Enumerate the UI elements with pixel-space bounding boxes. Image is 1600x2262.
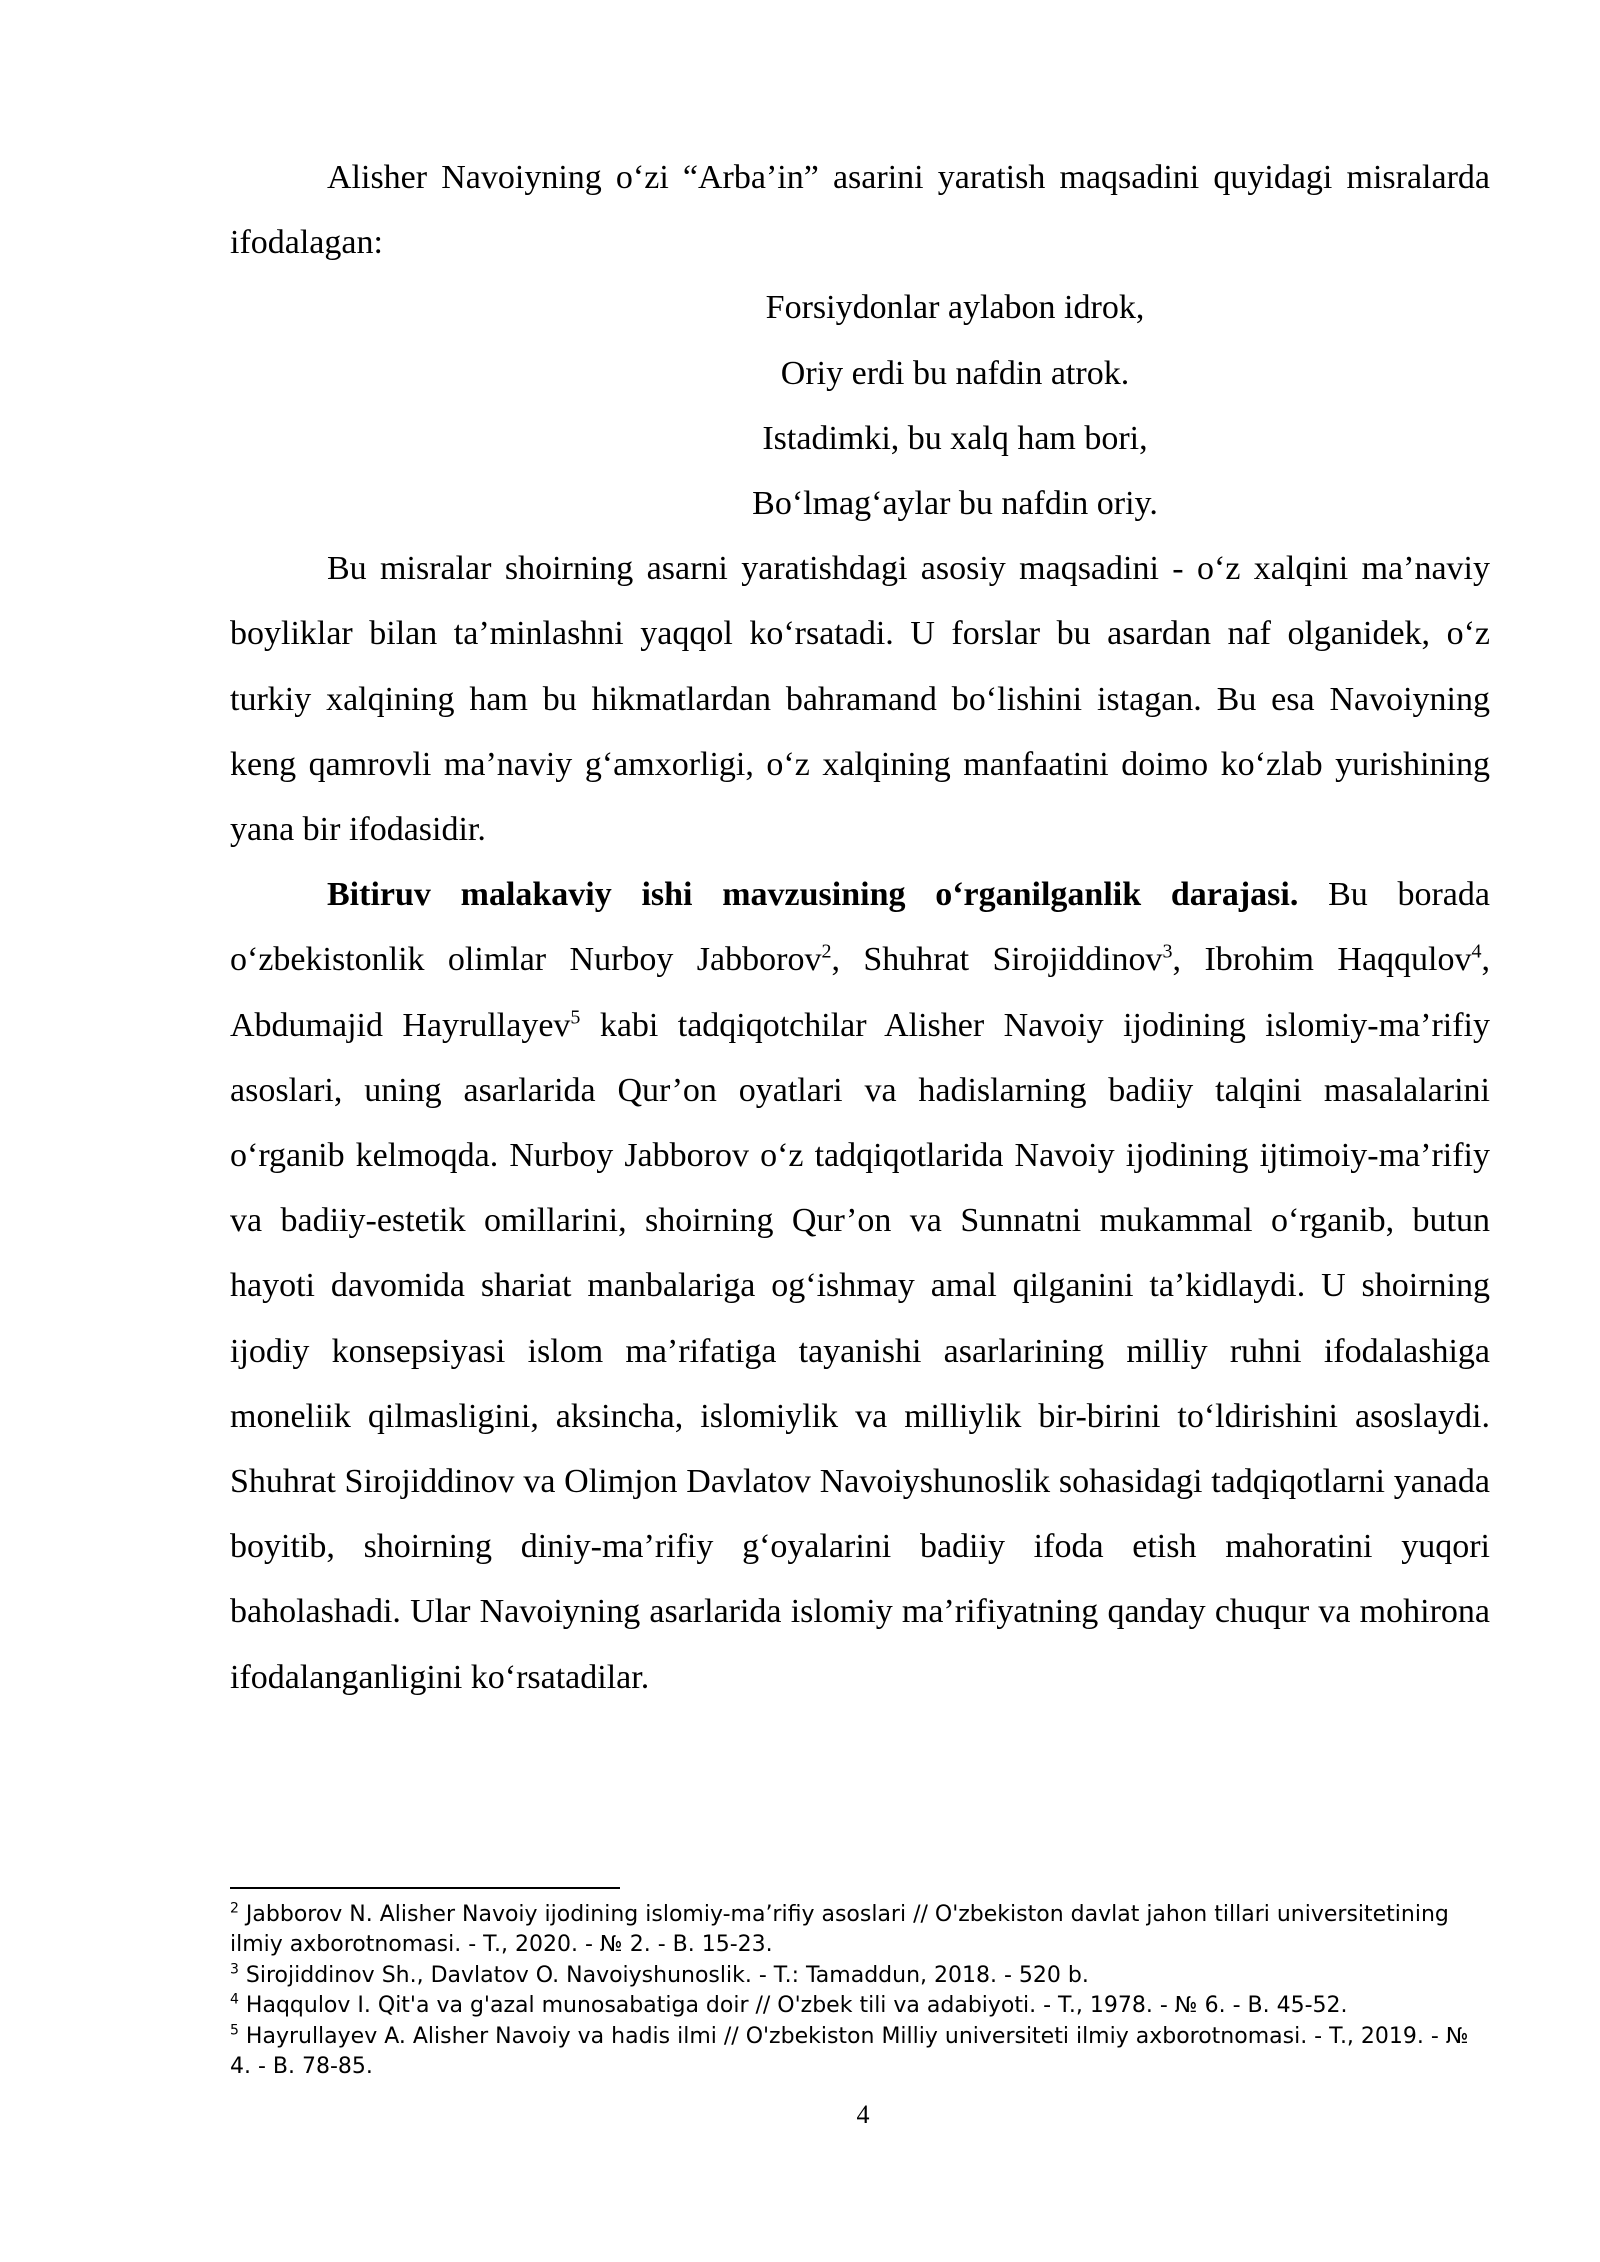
paragraph-3-text-3: , Ibrohim Haqqulov [1172, 941, 1472, 979]
paragraph-3-text-1: Bu borada o‘zbekistonlik olimlar Nurboy Jabborov [230, 876, 1490, 979]
footnote-2 [230, 1900, 1495, 1961]
paragraph-3-text-5: kabi tadqiqotchilar Alisher Navoiy ijodining islomiy-ma’rifiy asoslari, uning asarlarida Qur’on oyatlari va hadislarning badiiy talqini masalalarini o‘rganib kelmoqda. Nurboy Jabborov o‘z tadqiqotlarida Navoiy ijodining ijtimoiy-ma’rifiy va badiiy-estetik omillarini, shoirning Qur’on va Sunnatni mukammal o‘rganib, butun hayoti davomida shariat manbalariga og‘ishmay amal qilganini ta’kidlaydi. U shoirning ijodiy konsepsiyasi islom ma’rifatiga tayanishi asarlarining milliy ruhni ifodalashiga moneliik qilmasligini, aksincha, islomiylik va milliylik bir-birini to‘ldirishini asoslaydi. Shuhrat Sirojiddinov va Olimjon Davlatov Navoiyshunoslik sohasidagi tadqiqotlarni yanada boyitib, shoirning diniy-ma’rifiy g‘oyalarini badiiy ifoda etish mahoratini yuqori baholashadi. Ular Navoiyning asarlarida islomiy ma’rifiyatning qanday chuqur va mohirona ifodalanganligini ko‘rsatadilar. [230, 1006, 1490, 1696]
footnote-separator [230, 1887, 620, 1889]
paragraph-3 [230, 862, 1490, 1710]
footnotes [230, 1900, 1495, 2082]
footnote-ref-4[interactable]: 4 [1471, 941, 1482, 964]
footnote-text: Hayrullayev A. Alisher Navoiy va hadis ilmi // O'zbekiston Milliy universiteti ilmiy axborotnomasi. - T., 2019. - № 4. - B. 78-85. [230, 2023, 1469, 2080]
paragraph-3-text-4: , Abdumajid Hayrullayev [230, 941, 1490, 1044]
footnote-number: 5 [230, 2022, 239, 2039]
footnote-5 [230, 2022, 1495, 2083]
verse-line-2: Oriy erdi bu nafdin atrok. [780, 354, 1130, 392]
paragraph-3-text-2: , Shuhrat Sirojiddinov [831, 941, 1163, 979]
footnote-number: 3 [230, 1961, 239, 1978]
footnote-text: Jabborov N. Alisher Navoiy ijodining islomiy-ma’rifiy asoslari // O'zbekiston davlat jahon tillari universitetining ilmiy axborotnomasi. - T., 2020. - № 2. - B. 15-23. [230, 1902, 1449, 1958]
page-number: 4 [856, 2100, 870, 2129]
footnote-ref-3[interactable]: 3 [1162, 941, 1173, 964]
footnote-ref-2[interactable]: 2 [821, 941, 832, 964]
verse-block [230, 275, 1490, 536]
verse-line-3: Istadimki, bu xalq ham bori, [762, 419, 1148, 457]
footnote-text: Haqqulov I. Qit'a va g'azal munosabatiga doir // O'zbek tili va adabiyoti. - T., 1978. - № 6. - B. 45-52. [238, 1993, 1348, 2019]
section-heading: Bitiruv malakaviy ishi mavzusining o‘rganilganlik darajasi. [327, 876, 1299, 914]
footnote-4 [230, 1991, 1495, 2021]
paragraph-2: Bu misralar shoirning asarni yaratishdagi asosiy maqsadini - o‘z xalqini ma’naviy boyliklar bilan ta’minlashni yaqqol ko‘rsatadi. U forslar bu asardan naf olganidek, o‘z turkiy xalqining ham bu hikmatlardan bahramand bo‘lishini istagan. Bu esa Navoiyning keng qamrovli ma’naviy g‘amxorligi, o‘z xalqining manfaatini doimo ko‘zlab yurishining yana bir ifodasidir. [230, 550, 1490, 849]
verse-line-4: Bo‘lmag‘aylar bu nafdin oriy. [752, 485, 1158, 523]
footnote-text: Sirojiddinov Sh., Davlatov O. Navoiyshunoslik. - T.: Tamaddun, 2018. - 520 b. [238, 1962, 1089, 1988]
verse-line-1: Forsiydonlar aylabon idrok, [765, 289, 1145, 327]
intro-paragraph: Alisher Navoiyning o‘zi “Arba’in” asarini yaratish maqsadini quyidagi misralarda ifodalagan: [230, 159, 1490, 262]
footnote-number: 2 [230, 1900, 239, 1917]
footnote-number: 4 [230, 1991, 239, 2008]
footnote-3 [230, 1961, 1495, 1991]
body-text [230, 145, 1490, 1710]
footnote-ref-5[interactable]: 5 [570, 1006, 581, 1029]
